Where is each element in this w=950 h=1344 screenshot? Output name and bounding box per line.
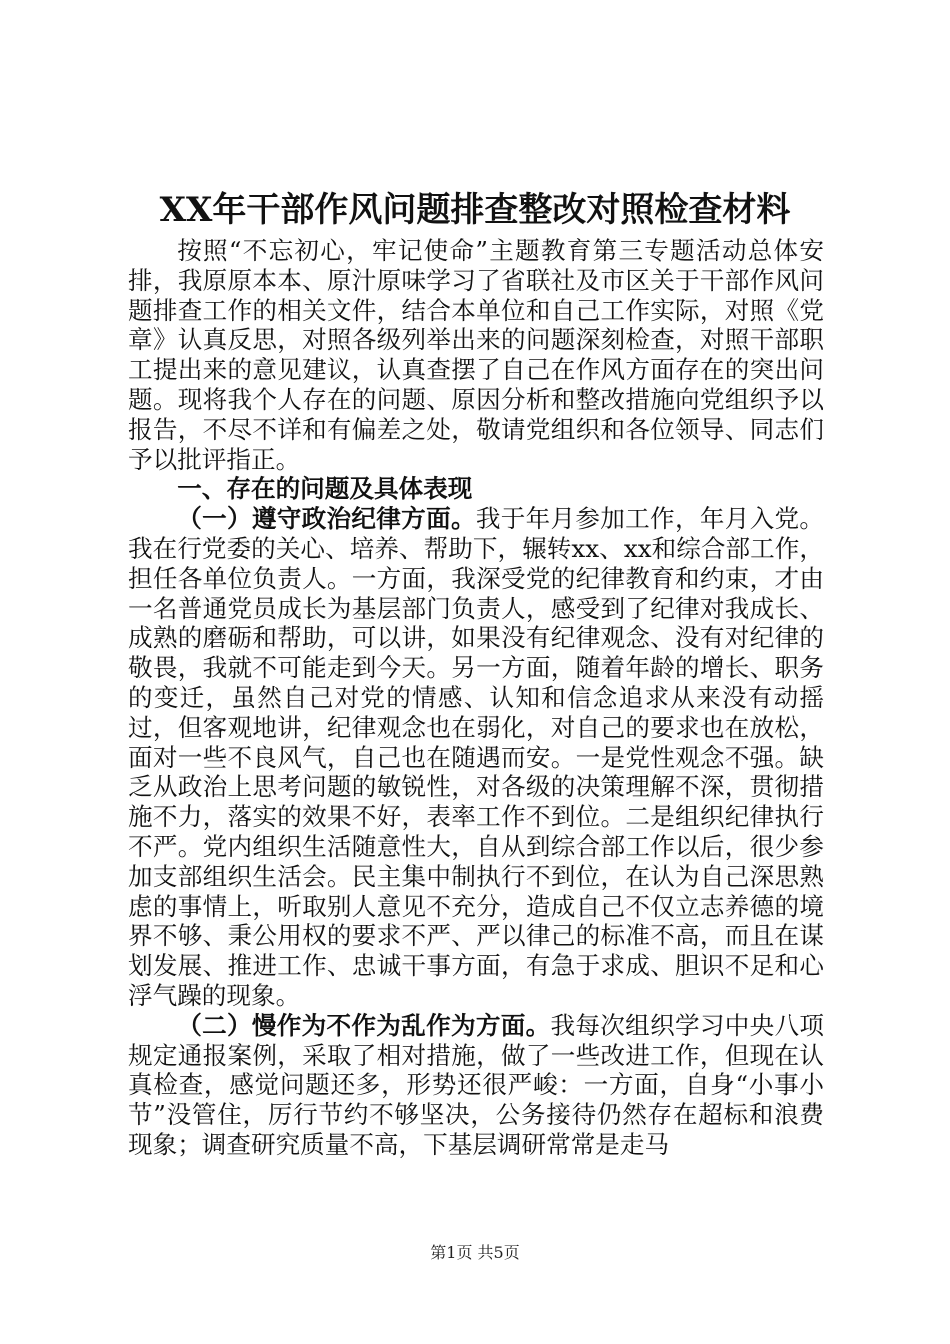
document-body <box>128 236 824 1160</box>
item-2-paragraph <box>128 1011 824 1160</box>
item-2-text: 我每次组织学习中央八项规定通报案例，采取了相对措施，做了一些改进工作，但现在认真检查，感觉问题还多，形势还很严峻：一方面，自身“小事小节”没管住，厉行节约不够坚决，公务接待仍然存在超标和浪费现象；调查研究质量不高，下基层调研常常是走马 <box>128 1010 824 1159</box>
item-2-title: （二）慢作为不作为乱作为方面。 <box>177 1010 551 1040</box>
item-1-title: （一）遵守政治纪律方面。 <box>177 504 476 534</box>
section-heading: 一、存在的问题及具体表现 <box>177 474 473 504</box>
item-1-paragraph <box>128 504 824 1011</box>
page-footer: 第1页 共5页 <box>430 1243 520 1262</box>
intro-paragraph: 按照“不忘初心，牢记使命”主题教育第三专题活动总体安排，我原原本本、原汁原味学习了省联社及市区关于干部作风问题排查工作的相关文件，结合本单位和自己工作实际，对照《党章》认真反思，对照各级列举出来的问题深刻检查，对照干部职工提出来的意见建议，认真查摆了自己在作风方面存在的突出问题。现将我个人存在的问题、原因分析和整改措施向党组织予以报告，不尽不详和有偏差之处，敬请党组织和各位领导、同志们予以批评指正。 <box>128 236 824 474</box>
item-1-text: 我于年月参加工作，年月入党。我在行党委的关心、培养、帮助下，辗转xx、xx和综合部工作，担任各单位负责人。一方面，我深受党的纪律教育和约束，才由一名普通党员成长为基层部门负责人，感受到了纪律对我成长、成熟的磨砺和帮助，可以讲，如果没有纪律观念、没有对纪律的敬畏，我就不可能走到今天。另一方面，随着年龄的增长、职务的变迁，虽然自己对党的情感、认知和信念追求从来没有动摇过，但客观地讲，纪律观念也在弱化，对自己的要求也在放松，面对一些不良风气，自己也在随遇而安。一是党性观念不强。缺乏从政治上思考问题的敏锐性，对各级的决策理解不深，贯彻措施不力，落实的效果不好，表率工作不到位。二是组织纪律执行不严。党内组织生活随意性大，自从到综合部工作以后，很少参加支部组织生活会。民主集中制执行不到位，在认为自己深思熟虑的事情上，听取别人意见不充分，造成自己不仅立志养德的境界不够、秉公用权的要求不严、严以律己的标准不高，而且在谋划发展、推进工作、忠诚干事方面，有急于求成、胆识不足和心浮气躁的现象。 <box>128 504 824 1010</box>
document-title: XX年干部作风问题排查整改对照检查材料 <box>159 190 791 230</box>
